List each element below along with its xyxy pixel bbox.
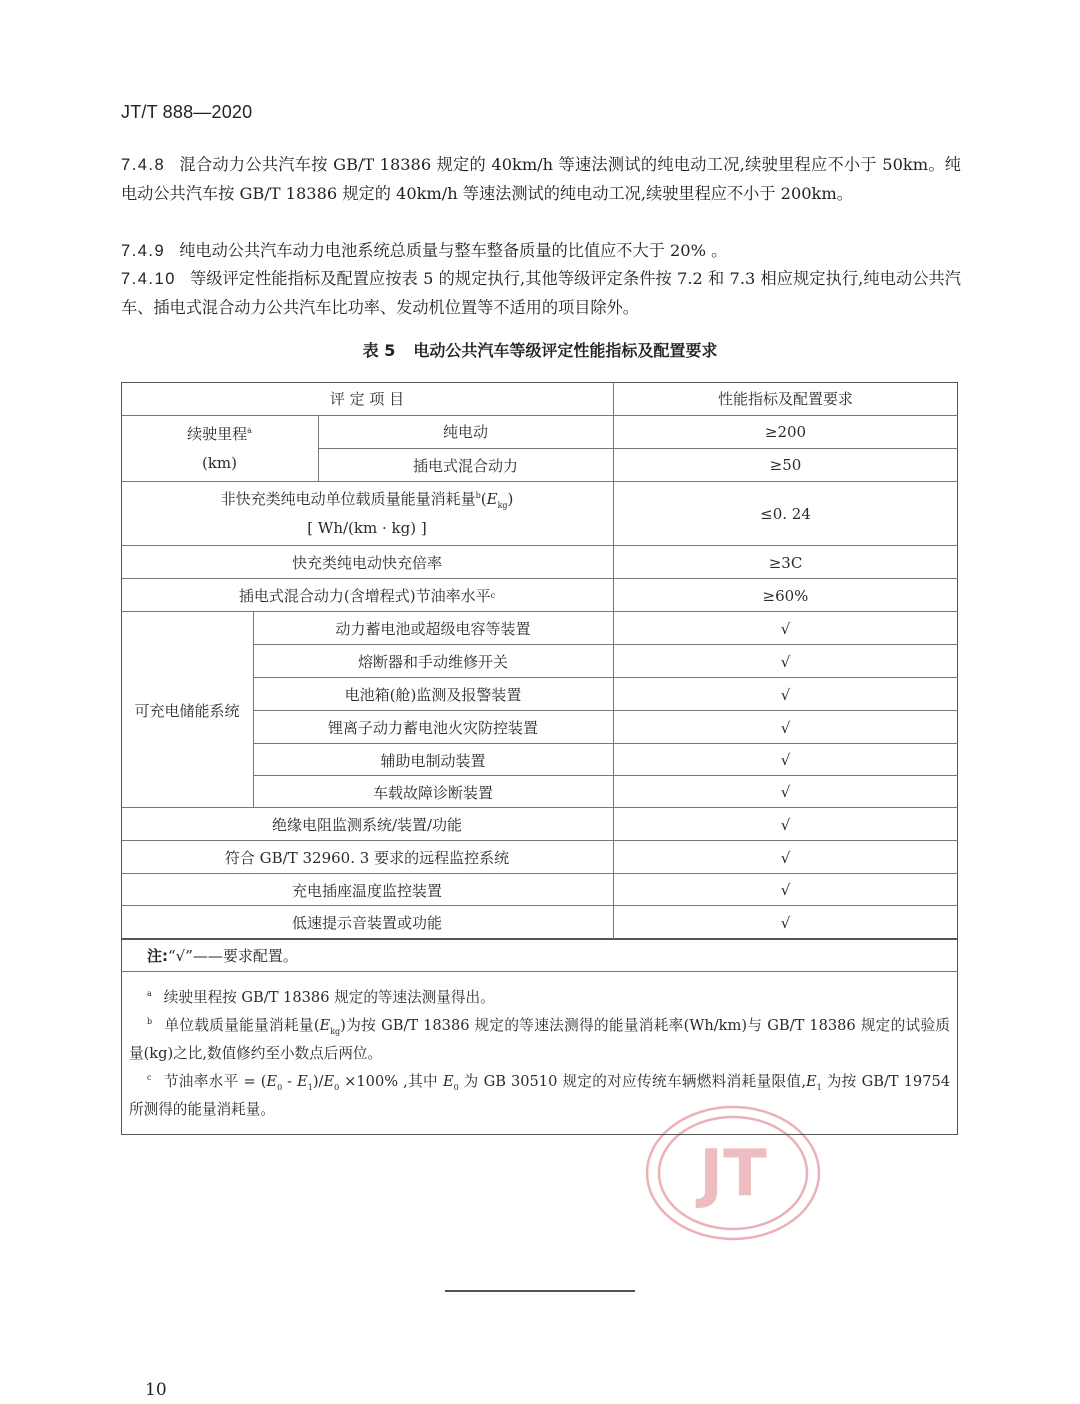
footnote-text: 节油率水平 = ( — [163, 1073, 267, 1090]
energy-unit: [ Wh/(km · kg) ] — [307, 519, 427, 537]
range-value: ≥200 — [764, 422, 807, 441]
check-mark: √ — [780, 848, 791, 867]
fast-charge-item: 快充类纯电动快充倍率 — [291, 554, 442, 572]
footnote-symbol: E — [297, 1073, 308, 1090]
footnote-ref: a — [247, 425, 252, 435]
footnote-symbol-sub: 0 — [334, 1082, 340, 1092]
note-text: “√”——要求配置。 — [168, 947, 298, 965]
storage-item: 辅助电制动装置 — [380, 751, 486, 770]
range-label-text: 续驶里程 — [187, 424, 248, 443]
range-label-cell — [121, 415, 318, 482]
footnote-symbol: E — [805, 1073, 817, 1090]
footnote-text: 续驶里程按 GB/T 18386 规定的等速法测量得出。 — [163, 989, 495, 1006]
energy-label-text: 非快充类纯电动单位载质量能量消耗量 — [220, 490, 476, 508]
other-item: 充电插座温度监控装置 — [291, 881, 442, 900]
footnote-text: 单位载质量能量消耗量( — [164, 1017, 320, 1034]
table-number: 表 5 — [362, 341, 396, 360]
footnote-text: - — [282, 1073, 298, 1090]
fuel-saving-value: ≥60% — [762, 586, 809, 605]
clause-number: 7.4.10 — [121, 270, 176, 288]
footnote-symbol-sub: 0 — [453, 1082, 459, 1092]
table-note — [147, 945, 298, 966]
footnote-symbol-sub: kg — [330, 1026, 341, 1036]
footnote-mark: a — [147, 989, 152, 999]
range-value: ≥50 — [769, 456, 802, 474]
page-number: 10 — [145, 1380, 167, 1400]
header-item-text: 评 定 项 目 — [329, 390, 405, 408]
footnote-mark: b — [147, 1017, 153, 1027]
clause-text: 等级评定性能指标及配置应按表 5 的规定执行,其他等级评定条件按 7.2 和 7.3 相应规定执行,纯电动公共汽车、插电式混合动力公共汽车比功率、发动机位置等不适用的项目除外。 — [121, 269, 961, 317]
header-requirement — [613, 382, 958, 415]
check-mark: √ — [780, 685, 791, 704]
footnote-b — [121, 1012, 958, 1068]
footer-rule — [445, 1290, 635, 1292]
fast-charge-value: ≥3C — [768, 553, 803, 572]
footnote-text: )/ — [312, 1073, 324, 1090]
table-title — [0, 338, 1080, 361]
footnote-text: )为按 GB/T 18386 规定的等速法测得的能量消耗率(Wh/km)与 GB/T 18386 规定的试验质量(kg)之比,数值修约至小数点后两位。 — [129, 1017, 950, 1062]
footnote-symbol: E — [319, 1017, 331, 1034]
fuel-saving-item: 插电式混合动力(含增程式)节油率水平 c — [238, 587, 496, 605]
range-item: 纯电动 — [442, 423, 488, 441]
note-prefix: 注: — [147, 947, 168, 965]
range-unit: (km) — [201, 453, 238, 472]
storage-item: 车载故障诊断装置 — [372, 783, 493, 802]
storage-item: 锂离子动力蓄电池火灾防控装置 — [327, 719, 538, 737]
clause-number: 7.4.9 — [121, 242, 166, 260]
footnote-text: 为按 GB/T 19754 所测得的能量消耗量。 — [129, 1073, 951, 1118]
check-mark: √ — [780, 913, 791, 932]
footnote-text: ×100% ,其中 — [339, 1073, 443, 1090]
table-rule — [121, 971, 958, 972]
footnote-symbol: E — [323, 1073, 335, 1090]
footnote-symbol-sub: 1 — [816, 1082, 822, 1092]
energy-value: ≤0. 24 — [760, 505, 811, 523]
table-title-text: 电动公共汽车等级评定性能指标及配置要求 — [413, 341, 718, 360]
range-item: 插电式混合动力 — [412, 456, 518, 475]
storage-label: 可充电储能系统 — [134, 701, 240, 720]
energy-symbol-sub: kg — [497, 501, 508, 510]
other-item: 绝缘电阻监测系统/装置/功能 — [271, 816, 463, 834]
footnote-a — [121, 984, 958, 1012]
clause-7-4-8 — [121, 151, 961, 207]
standard-code: JT/T 888—2020 — [121, 102, 253, 122]
energy-item — [121, 482, 613, 546]
check-mark: √ — [780, 881, 791, 899]
clause-number: 7.4.8 — [121, 156, 166, 174]
check-mark: √ — [780, 751, 791, 769]
range-label — [187, 420, 252, 449]
fuel-saving-text: 插电式混合动力(含增程式)节油率水平 — [238, 587, 491, 605]
check-mark: √ — [780, 815, 791, 834]
header-item — [121, 382, 613, 415]
check-mark: √ — [780, 652, 791, 671]
header-requirement-text: 性能指标及配置要求 — [717, 390, 853, 408]
storage-item: 电池箱(舱)监测及报警装置 — [344, 686, 522, 704]
footnote-symbol-sub: 0 — [277, 1082, 283, 1092]
footnote-symbol: E — [266, 1073, 278, 1090]
check-mark: √ — [780, 783, 791, 801]
footnote-text: 为 GB 30510 规定的对应传统车辆燃料消耗量限值, — [458, 1073, 806, 1090]
clause-7-4-10 — [121, 265, 961, 321]
other-item: 符合 GB/T 32960. 3 要求的远程监控系统 — [224, 849, 510, 867]
energy-label: 非快充类纯电动单位载质量能量消耗量$^b(E_{kg})$ — [220, 490, 514, 510]
footnote-symbol-sub: 1 — [307, 1082, 313, 1092]
other-item: 低速提示音装置或功能 — [291, 914, 442, 932]
check-mark: √ — [780, 718, 791, 737]
footnote-symbol: E — [442, 1073, 454, 1090]
watermark-text: JT — [699, 1137, 767, 1211]
clause-7-4-9 — [121, 237, 961, 266]
storage-item: 熔断器和手动维修开关 — [357, 653, 508, 671]
footnote-mark: c — [147, 1073, 152, 1083]
energy-symbol: E — [486, 490, 498, 508]
footnote-ref: b — [475, 491, 481, 500]
check-mark: √ — [780, 619, 791, 638]
storage-item: 动力蓄电池或超级电容等装置 — [335, 620, 531, 638]
clause-text: 混合动力公共汽车按 GB/T 18386 规定的 40km/h 等速法测试的纯电动工况,续驶里程应不小于 50km。纯电动公共汽车按 GB/T 18386 规定的 40km/h 等速法测试的纯电动工况,续驶里程应不小于 200km。 — [121, 155, 961, 203]
clause-text: 纯电动公共汽车动力电池系统总质量与整车整备质量的比值应不大于 20% 。 — [179, 241, 728, 260]
footnote-c — [121, 1068, 958, 1124]
